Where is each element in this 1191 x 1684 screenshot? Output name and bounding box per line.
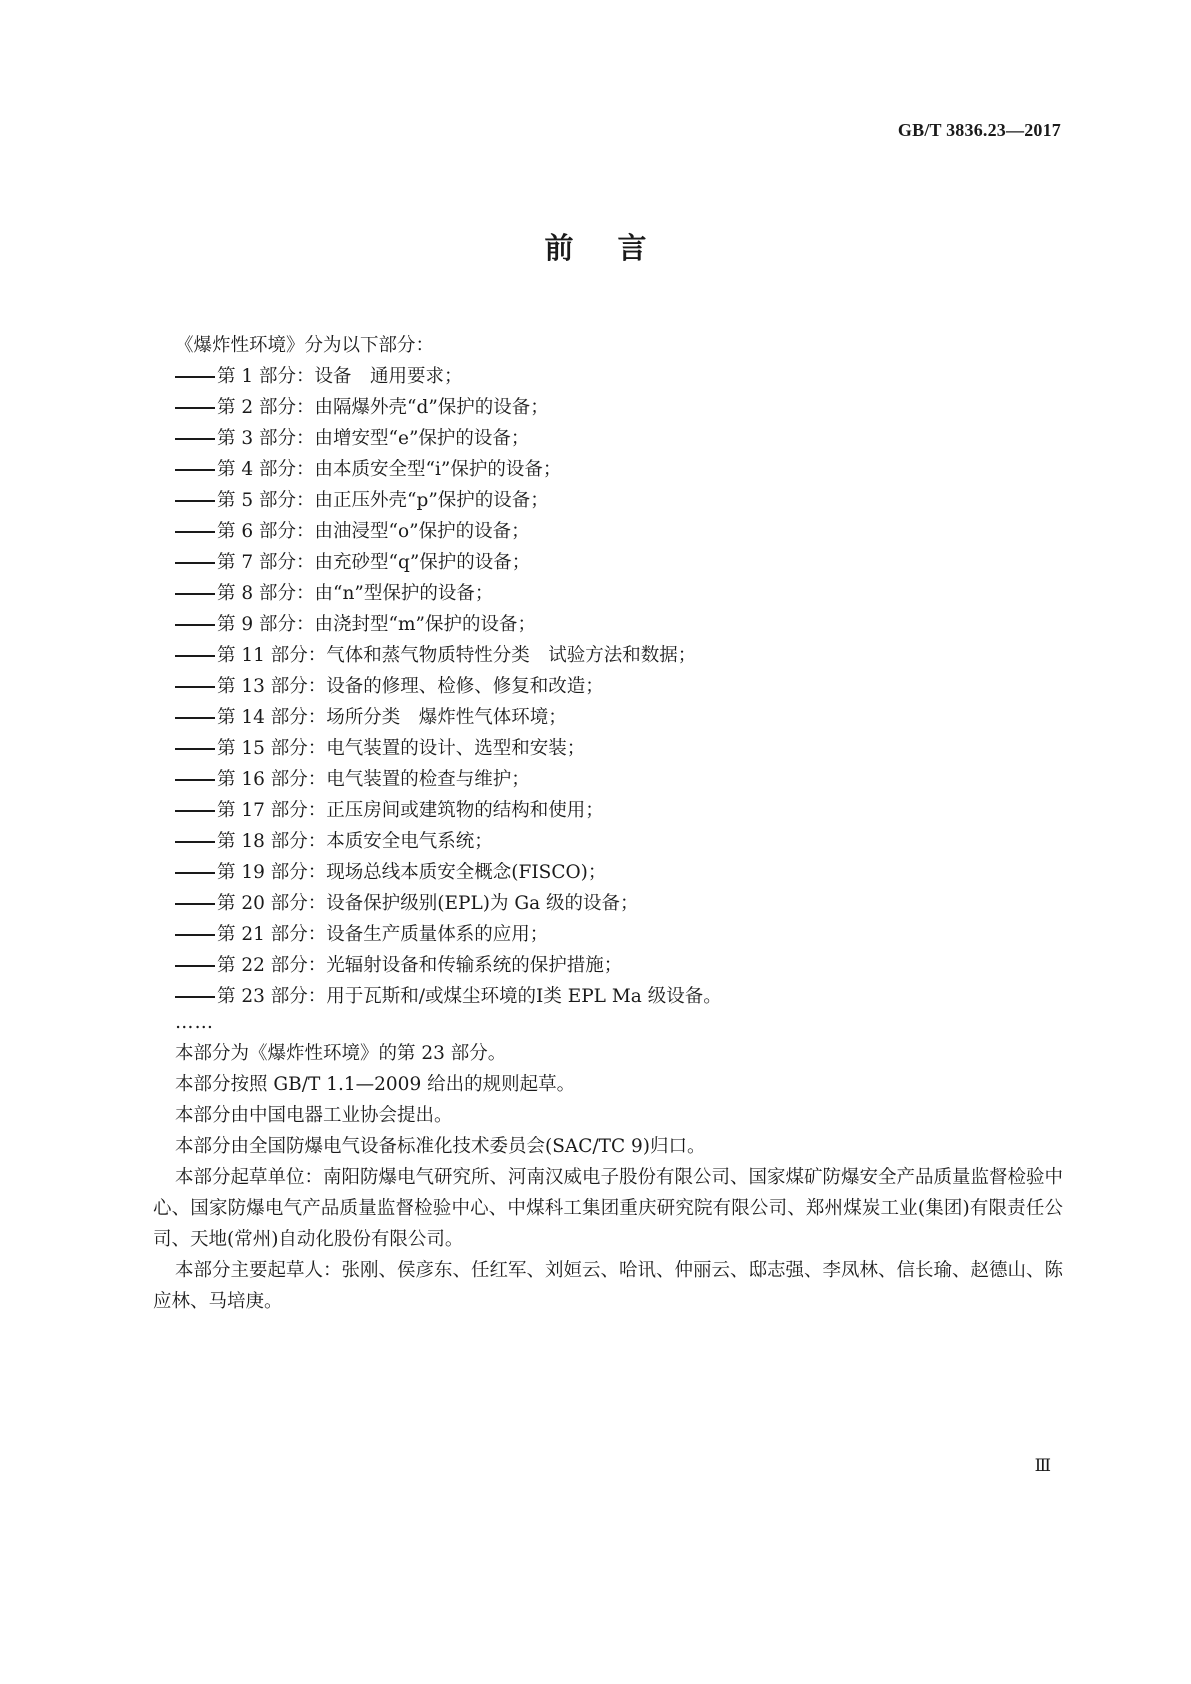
list-item-text: 第 23 部分：用于瓦斯和/或煤尘环境的Ⅰ类 EPL Ma 级设备。: [217, 986, 722, 1007]
em-dash: [175, 438, 215, 440]
list-item: [153, 516, 1063, 547]
intro-line: 《爆炸性环境》分为以下部分：: [175, 335, 435, 356]
list-item: [153, 454, 1063, 485]
ellipsis: ……: [175, 1012, 214, 1033]
page-title: 前言: [544, 231, 691, 265]
list-item: [153, 702, 1063, 733]
em-dash: [175, 655, 215, 657]
list-item: [153, 857, 1063, 888]
em-dash: [175, 500, 215, 502]
list-item: [153, 919, 1063, 950]
list-item-text: 第 14 部分：场所分类 爆炸性气体环境；: [217, 707, 567, 728]
em-dash: [175, 934, 215, 936]
list-item: [153, 888, 1063, 919]
paragraph-drafters: 本部分主要起草人：张刚、侯彦东、任红军、刘姮云、哈讯、仲丽云、邸志强、李凤林、信长瑜、赵德山、陈应林、马培庚。: [153, 1260, 1064, 1312]
list-item-text: 第 7 部分：由充砂型“q”保护的设备；: [217, 552, 531, 573]
list-item-text: 第 21 部分：设备生产质量体系的应用；: [217, 924, 549, 945]
em-dash: [175, 903, 215, 905]
em-dash: [175, 841, 215, 843]
paragraph-drafting-units: 本部分起草单位：南阳防爆电气研究所、河南汉威电子股份有限公司、国家煤矿防爆安全产品质量监督检验中心、国家防爆电气产品质量监督检验中心、中煤科工集团重庆研究院有限公司、郑州煤炭工业(集团)有限责任公司、天地(常州)自动化股份有限公司。: [153, 1167, 1064, 1250]
list-item-text: 第 11 部分：气体和蒸气物质特性分类 试验方法和数据；: [217, 645, 697, 666]
standard-code: GB/T 3836.23—2017: [897, 120, 1061, 140]
list-item: [153, 981, 1063, 1012]
em-dash: [175, 717, 215, 719]
em-dash: [175, 965, 215, 967]
list-item: [153, 950, 1063, 981]
list-item: [153, 795, 1063, 826]
em-dash: [175, 376, 215, 378]
list-item: [153, 392, 1063, 423]
list-item: [153, 733, 1063, 764]
em-dash: [175, 469, 215, 471]
list-item-text: 第 22 部分：光辐射设备和传输系统的保护措施；: [217, 955, 623, 976]
list-item: [153, 547, 1063, 578]
paragraph: 本部分由全国防爆电气设备标准化技术委员会(SAC/TC 9)归口。: [175, 1136, 706, 1157]
em-dash: [175, 686, 215, 688]
list-item: [153, 423, 1063, 454]
list-item-text: 第 18 部分：本质安全电气系统；: [217, 831, 493, 852]
list-item-text: 第 4 部分：由本质安全型“i”保护的设备；: [217, 459, 562, 480]
em-dash: [175, 748, 215, 750]
list-item-text: 第 6 部分：由油浸型“o”保护的设备；: [217, 521, 530, 542]
em-dash: [175, 531, 215, 533]
paragraph: 本部分由中国电器工业协会提出。: [175, 1105, 453, 1126]
list-item-text: 第 9 部分：由浇封型“m”保护的设备；: [217, 614, 536, 635]
em-dash: [175, 593, 215, 595]
paragraph: 本部分为《爆炸性环境》的第 23 部分。: [175, 1043, 507, 1064]
em-dash: [175, 996, 215, 998]
list-item-text: 第 17 部分：正压房间或建筑物的结构和使用；: [217, 800, 604, 821]
list-item-text: 第 3 部分：由增安型“e”保护的设备；: [217, 428, 530, 449]
document-body: [153, 330, 1063, 1317]
list-item-text: 第 5 部分：由正压外壳“p”保护的设备；: [217, 490, 549, 511]
page-number: Ⅲ: [1034, 1456, 1051, 1475]
list-item-text: 第 16 部分：电气装置的检查与维护；: [217, 769, 530, 790]
em-dash: [175, 810, 215, 812]
list-item: [153, 361, 1063, 392]
em-dash: [175, 872, 215, 874]
list-item-text: 第 15 部分：电气装置的设计、选型和安装；: [217, 738, 586, 759]
list-item-text: 第 8 部分：由“n”型保护的设备；: [217, 583, 494, 604]
list-item-text: 第 20 部分：设备保护级别(EPL)为 Ga 级的设备；: [217, 893, 639, 914]
list-item-text: 第 13 部分：设备的修理、检修、修复和改造；: [217, 676, 604, 697]
em-dash: [175, 562, 215, 564]
list-item: [153, 671, 1063, 702]
list-item: [153, 609, 1063, 640]
list-item: [153, 578, 1063, 609]
list-item-text: 第 19 部分：现场总线本质安全概念(FISCO)；: [217, 862, 607, 883]
em-dash: [175, 624, 215, 626]
list-item: [153, 826, 1063, 857]
paragraph: 本部分按照 GB/T 1.1—2009 给出的规则起草。: [175, 1074, 576, 1095]
em-dash: [175, 407, 215, 409]
list-item: [153, 764, 1063, 795]
list-item: [153, 485, 1063, 516]
em-dash: [175, 779, 215, 781]
parts-list: [153, 361, 1063, 1012]
list-item: [153, 640, 1063, 671]
list-item-text: 第 2 部分：由隔爆外壳“d”保护的设备；: [217, 397, 549, 418]
list-item-text: 第 1 部分：设备 通用要求；: [217, 366, 463, 387]
